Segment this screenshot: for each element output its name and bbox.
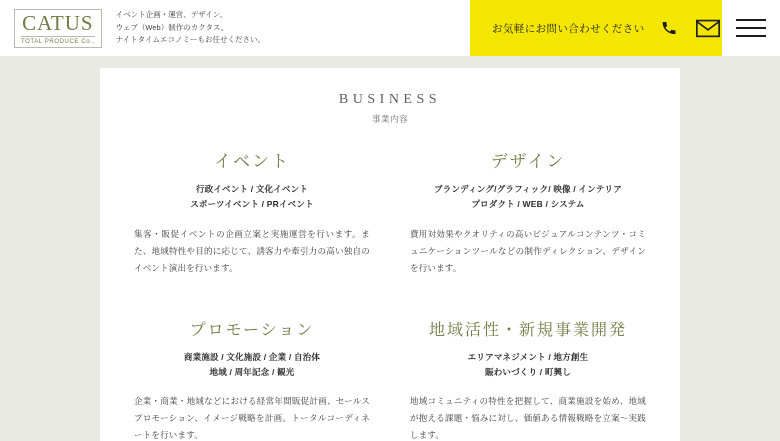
business-item-body: 費用対効果やクオリティの高いビジュアルコンテンツ・コミュニケーションツールなどの制作ディレクション、デザインを行います。 bbox=[410, 228, 646, 273]
business-item-tag-line-2: スポーツイベント / PRイベント bbox=[190, 199, 314, 210]
business-item-heading: デザイン bbox=[490, 152, 566, 171]
business-item-tags bbox=[410, 182, 646, 213]
business-item-tags bbox=[410, 350, 646, 381]
business-item-heading: プロモーション bbox=[189, 321, 315, 339]
main-stage bbox=[0, 56, 780, 441]
site-header bbox=[0, 0, 780, 56]
business-item-heading: 地域活性・新規事業開発 bbox=[428, 321, 627, 339]
contact-cta[interactable] bbox=[470, 0, 722, 56]
logo-sub-text: TOTAL PRODUCE Co., bbox=[21, 36, 95, 45]
mail-icon[interactable] bbox=[695, 17, 721, 39]
logo-main-text: CATUS bbox=[22, 10, 94, 35]
business-item-tag-line-1: ブランディング/グラフィック/ 映像 / インテリア bbox=[434, 184, 622, 194]
hamburger-bar-3 bbox=[736, 35, 766, 37]
business-item-tag-line-1: エリアマネジメント / 地方創生 bbox=[467, 351, 589, 362]
business-item-tag-line-2: 地域 / 周年記念 / 観光 bbox=[209, 366, 295, 377]
business-item-promotion[interactable] bbox=[134, 317, 370, 441]
logo[interactable] bbox=[0, 0, 112, 56]
business-item-tag-line-2: プロダクト / WEB / システム bbox=[471, 199, 585, 210]
header-description-line-2: ウェブ（Web）制作のカクタス。 bbox=[115, 22, 229, 32]
hamburger-bar-2 bbox=[736, 27, 766, 29]
header-description bbox=[112, 0, 470, 56]
business-item-heading: イベント bbox=[214, 152, 290, 171]
section-title bbox=[134, 92, 646, 125]
section-title-en: BUSINESS bbox=[338, 92, 442, 107]
logo-box bbox=[14, 9, 102, 48]
business-item-body: 集客・販促イベントの企画立案と実施運営を行います。また、地域特性や目的に応じて、誘客力や牽引力の高い独自のイベント演出を行います。 bbox=[134, 228, 370, 273]
business-item-design[interactable] bbox=[410, 147, 646, 283]
business-card bbox=[100, 68, 680, 441]
contact-cta-label: お気軽にお問い合わせください bbox=[492, 22, 645, 35]
business-item-tag-line-1: 行政イベント / 文化イベント bbox=[195, 184, 309, 194]
business-item-tags bbox=[134, 182, 370, 213]
business-item-tag-line-2: 賑わいづくり / 町興し bbox=[485, 366, 571, 377]
business-grid bbox=[134, 147, 646, 441]
business-item-body: 企業・商業・地域などにおける経常年間販促計画、セールスプロモーション、イメージ戦略を計画。トータルコーディネートを行います。 bbox=[134, 396, 370, 441]
hamburger-menu-icon[interactable] bbox=[722, 0, 780, 56]
phone-icon[interactable] bbox=[659, 17, 681, 39]
header-description-line-3: ナイトタイムエコノミーもお任せください。 bbox=[115, 35, 266, 45]
hamburger-bar-1 bbox=[736, 19, 766, 21]
business-item-tag-line-1: 商業施設 / 文化施設 / 企業 / 自治体 bbox=[183, 351, 321, 362]
business-item-regional-development[interactable] bbox=[410, 317, 646, 441]
business-item-tags bbox=[134, 350, 370, 381]
business-item-body: 地域コミュニティの特性を把握して、商業施設を始め、地域が抱える課題・悩みに対し、価値ある情報戦略を立案〜実践します。 bbox=[410, 396, 646, 441]
section-title-jp: 事業内容 bbox=[371, 114, 408, 124]
header-description-line-1: イベント企画・運営、デザイン、 bbox=[115, 10, 228, 20]
business-item-event[interactable] bbox=[134, 147, 370, 283]
